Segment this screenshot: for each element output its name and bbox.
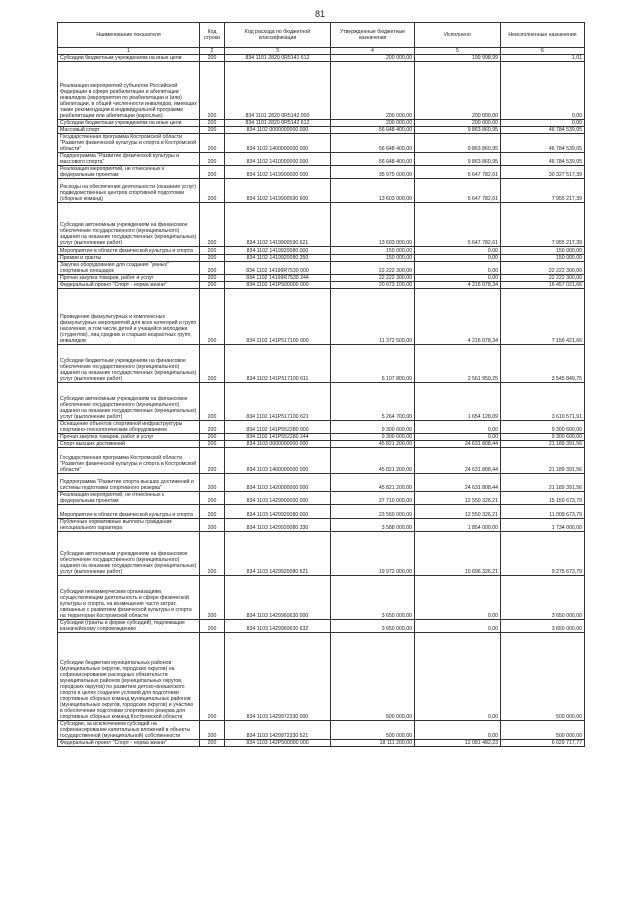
row-line-code: 200 xyxy=(200,255,225,262)
table-row xyxy=(58,179,585,203)
row-line-code: 200 xyxy=(200,203,225,247)
row-executed: 24 631 808,44 xyxy=(415,441,501,448)
row-name: Спорт высших достижений xyxy=(58,441,200,448)
table-row xyxy=(58,492,585,505)
row-budget-code: 834 1102 141P517100 621 xyxy=(225,383,331,421)
row-remaining: 22 222 300,00 xyxy=(501,275,585,282)
row-line-code: 200 xyxy=(200,721,225,740)
row-approved: 45 821 200,00 xyxy=(331,441,415,448)
row-budget-code: 834 1103 0000000000 000 xyxy=(225,441,331,448)
table-row xyxy=(58,421,585,434)
table-row xyxy=(58,519,585,532)
row-name: Проведение физкультурных и комплексных физкультурных мероприятий для всех категорий и групп населения, в том числе детей и учащейся молодежи (студентов), лиц средних и старших возрастных групп, инвалидов xyxy=(58,289,200,345)
table-row xyxy=(58,247,585,255)
row-approved: 5 264 700,00 xyxy=(331,383,415,421)
row-remaining: 46 784 539,05 xyxy=(501,153,585,166)
row-approved: 22 222 300,00 xyxy=(331,275,415,282)
row-name: Федеральный проект "Спорт - норма жизни" xyxy=(58,282,200,289)
row-executed: 12 081 482,23 xyxy=(415,740,501,747)
table-row xyxy=(58,721,585,740)
row-remaining: 150 000,00 xyxy=(501,255,585,262)
row-approved: 27 710 000,00 xyxy=(331,492,415,505)
row-executed: 9 863 860,95 xyxy=(415,127,501,134)
table-row xyxy=(58,620,585,633)
row-approved: 3 588 000,00 xyxy=(331,519,415,532)
row-line-code: 200 xyxy=(200,576,225,620)
row-budget-code: 834 1103 1429960630 632 xyxy=(225,620,331,633)
row-approved: 56 648 400,00 xyxy=(331,134,415,153)
table-row xyxy=(58,127,585,134)
table-row xyxy=(58,532,585,576)
row-executed: 24 631 808,44 xyxy=(415,474,501,492)
row-budget-code: 834 1103 1420000000 000 xyxy=(225,474,331,492)
row-budget-code: 834 1103 1429900000 000 xyxy=(225,492,331,505)
row-executed: 1 854 000,00 xyxy=(415,519,501,532)
row-line-code: 200 xyxy=(200,262,225,275)
column-number: 4 xyxy=(331,48,415,55)
row-line-code: 200 xyxy=(200,55,225,62)
row-line-code: 200 xyxy=(200,505,225,519)
table-row xyxy=(58,255,585,262)
row-line-code: 200 xyxy=(200,492,225,505)
row-approved: 500 000,00 xyxy=(331,633,415,721)
row-name: Субсидии бюджетным учреждениям на иные цели xyxy=(58,120,200,127)
row-name: Субсидии некоммерческим организациям, осуществляющим деятельность в сфере физической культуры и спорта, на возмещение части затрат, связанных с развитием физической культуры и спорта на территории Костромской области xyxy=(58,576,200,620)
row-name: Субсидии, за исключением субсидий на софинансирование капитальных вложений в объекты государственной (муниципальной) собственности xyxy=(58,721,200,740)
row-name: Субсидии бюджетным учреждениям на иные цели xyxy=(58,55,200,62)
row-budget-code: 834 1103 1429920080 000 xyxy=(225,505,331,519)
row-executed: 4 216 078,34 xyxy=(415,289,501,345)
table-row xyxy=(58,166,585,179)
table-row xyxy=(58,441,585,448)
row-budget-code: 834 1102 141P500000 000 xyxy=(225,282,331,289)
row-name: Государственная программа Костромской области "Развитие физической культуры и спорта в Костромской области" xyxy=(58,134,200,153)
row-executed: 0,00 xyxy=(415,434,501,441)
row-budget-code: 834 1102 1410000000 000 xyxy=(225,153,331,166)
row-remaining: 1 734 000,00 xyxy=(501,519,585,532)
row-executed: 1 654 128,09 xyxy=(415,383,501,421)
row-remaining: 21 189 391,56 xyxy=(501,474,585,492)
row-line-code: 200 xyxy=(200,448,225,474)
row-approved: 200 000,00 xyxy=(331,55,415,62)
table-row xyxy=(58,474,585,492)
row-approved: 200 000,00 xyxy=(331,62,415,120)
row-budget-code: 834 1103 1429960630 000 xyxy=(225,576,331,620)
row-line-code: 200 xyxy=(200,421,225,434)
row-executed: 12 550 326,21 xyxy=(415,505,501,519)
row-remaining: 500 000,00 xyxy=(501,721,585,740)
row-line-code: 200 xyxy=(200,166,225,179)
table-row xyxy=(58,434,585,441)
row-approved: 20 673 100,00 xyxy=(331,282,415,289)
row-remaining: 30 327 517,39 xyxy=(501,166,585,179)
table-row xyxy=(58,275,585,282)
table-row xyxy=(58,740,585,747)
row-approved: 13 603 000,00 xyxy=(331,203,415,247)
row-executed: 4 216 078,34 xyxy=(415,282,501,289)
row-line-code: 200 xyxy=(200,532,225,576)
row-approved: 35 975 000,00 xyxy=(331,166,415,179)
row-budget-code: 834 1102 1400000000 000 xyxy=(225,134,331,153)
row-budget-code: 834 1103 1429920080 621 xyxy=(225,532,331,576)
row-name: Закупка оборудования для создания "умных" спортивных площадок xyxy=(58,262,200,275)
row-budget-code: 834 1101 2820 0R5142 612 xyxy=(225,120,331,127)
column-number: 1 xyxy=(58,48,200,55)
row-name: Субсидии (гранты в форме субсидий), подлежащие казначейскому сопровождению xyxy=(58,620,200,633)
row-name: Субсидии бюджетам муниципальных районов (муниципальных округов, городских округов) на софинансирование расходных обязательств муниципальных районов (муниципальных округов, городских округов) по развитию детско-юношеского спорта в целях создания условий для подготовки спортивных сборных команд муниципальных районов (муниципальных округов, городских округов) и участию в обеспечении подготовки спортивного резерва для спортивных сборных команд Костромской области xyxy=(58,633,200,721)
row-name: Субсидии автономным учреждениям на финансовое обеспечение государственного (муниципального) задания на оказание государственных (муниципальных) услуг (выполнение работ) xyxy=(58,383,200,421)
row-remaining: 22 222 300,00 xyxy=(501,262,585,275)
row-remaining: 500 000,00 xyxy=(501,633,585,721)
row-approved: 45 821 200,00 xyxy=(331,474,415,492)
row-approved: 45 821 200,00 xyxy=(331,448,415,474)
row-approved: 13 603 000,00 xyxy=(331,179,415,203)
row-approved: 3 650 000,00 xyxy=(331,576,415,620)
row-approved: 9 300 600,00 xyxy=(331,421,415,434)
row-executed: 5 647 782,61 xyxy=(415,179,501,203)
row-remaining: 21 189 391,56 xyxy=(501,441,585,448)
row-name: Реализация мероприятий, не отнесенных к федеральным проектам xyxy=(58,492,200,505)
table-row xyxy=(58,55,585,62)
row-executed: 200 000,00 xyxy=(415,62,501,120)
row-budget-code: 834 1103 1429972330 521 xyxy=(225,721,331,740)
row-name: Прочая закупка товаров, работ и услуг xyxy=(58,434,200,441)
table-row xyxy=(58,262,585,275)
column-number-row xyxy=(58,48,585,55)
row-budget-code: 834 1102 141P517100 000 xyxy=(225,289,331,345)
column-number: 5 xyxy=(415,48,501,55)
row-remaining: 3 650 000,00 xyxy=(501,620,585,633)
row-remaining: 46 784 539,05 xyxy=(501,127,585,134)
row-remaining: 1,01 xyxy=(501,55,585,62)
row-line-code: 200 xyxy=(200,633,225,721)
row-budget-code: 834 1102 1419900000 000 xyxy=(225,166,331,179)
row-name: Субсидии бюджетным учреждениям на финансовое обеспечение государственного (муниципального) задания на оказание государственных (муниципальных) услуг (выполнение работ) xyxy=(58,345,200,383)
table-row xyxy=(58,345,585,383)
row-name: Расходы на обеспечение деятельности (оказание услуг) подведомственных центров спортивной подготовки (сборных команд) xyxy=(58,179,200,203)
page-number: 81 xyxy=(314,9,325,19)
row-budget-code: 834 1102 141P552280 000 xyxy=(225,421,331,434)
row-remaining: 46 784 539,05 xyxy=(501,134,585,153)
row-executed: 0,00 xyxy=(415,576,501,620)
table-row xyxy=(58,633,585,721)
row-budget-code: 834 1102 141P552280 244 xyxy=(225,434,331,441)
row-remaining: 150 000,00 xyxy=(501,247,585,255)
row-approved: 11 372 500,00 xyxy=(331,289,415,345)
column-number: 6 xyxy=(501,48,585,55)
row-approved: 56 648 400,00 xyxy=(331,127,415,134)
row-line-code: 200 xyxy=(200,441,225,448)
row-approved: 150 000,00 xyxy=(331,247,415,255)
row-line-code: 200 xyxy=(200,282,225,289)
row-executed: 0,00 xyxy=(415,620,501,633)
row-executed: 12 550 326,21 xyxy=(415,492,501,505)
row-budget-code: 834 1103 1429920080 330 xyxy=(225,519,331,532)
row-line-code: 200 xyxy=(200,434,225,441)
row-approved: 19 972 000,00 xyxy=(331,532,415,576)
row-budget-code: 834 1102 1419920080 000 xyxy=(225,247,331,255)
row-budget-code: 834 1103 1429972330 000 xyxy=(225,633,331,721)
row-name: Государственная программа Костромской области "Развитие физической культуры и спорта в Костромской области" xyxy=(58,448,200,474)
row-budget-code: 834 1103 1400000000 000 xyxy=(225,448,331,474)
row-name: Мероприятия в области физической культуры и спорта xyxy=(58,505,200,519)
row-line-code: 200 xyxy=(200,289,225,345)
row-remaining: 9 300 600,00 xyxy=(501,421,585,434)
row-budget-code: 834 1102 0000000000 000 xyxy=(225,127,331,134)
row-executed: 9 863 860,95 xyxy=(415,134,501,153)
row-executed: 0,00 xyxy=(415,421,501,434)
row-executed: 5 647 782,61 xyxy=(415,166,501,179)
row-remaining: 9 275 673,79 xyxy=(501,532,585,576)
row-budget-code: 834 1102 1419920080 350 xyxy=(225,255,331,262)
row-name: Подпрограмма "Развитие спорта высших достижений и системы подготовки спортивного резерва" xyxy=(58,474,200,492)
row-approved: 3 650 000,00 xyxy=(331,620,415,633)
row-name: Публичные нормативные выплаты гражданам несоциального характера xyxy=(58,519,200,532)
row-remaining: 3 650 000,00 xyxy=(501,576,585,620)
row-executed: 2 561 950,25 xyxy=(415,345,501,383)
column-number: 2 xyxy=(200,48,225,55)
row-budget-code: 834 1102 14199R7530 000 xyxy=(225,262,331,275)
row-executed: 200 000,00 xyxy=(415,120,501,127)
row-name: Подпрограмма "Развитие физической культуры и массового спорта" xyxy=(58,153,200,166)
column-number: 3 xyxy=(225,48,331,55)
header-row xyxy=(58,23,585,48)
table-row xyxy=(58,153,585,166)
row-executed: 24 631 808,44 xyxy=(415,448,501,474)
row-line-code: 200 xyxy=(200,247,225,255)
row-name: Реализация мероприятий субъектов Российской Федерации в сфере реабилитации и абилитации инвалидов (мероприятия по реабилитации и (или) абилитации, в общей численности инвалидов, имеющих такие рекомендации в индивидуальной программе реабилитации или абилитации (взрослые) xyxy=(58,62,200,120)
row-line-code: 200 xyxy=(200,179,225,203)
row-line-code: 200 xyxy=(200,127,225,134)
row-name: Премии и гранты xyxy=(58,255,200,262)
row-executed: 0,00 xyxy=(415,255,501,262)
row-approved: 56 648 400,00 xyxy=(331,153,415,166)
row-remaining: 7 955 217,39 xyxy=(501,179,585,203)
row-approved: 6 107 800,00 xyxy=(331,345,415,383)
row-executed: 0,00 xyxy=(415,247,501,255)
row-remaining: 0,00 xyxy=(501,62,585,120)
row-budget-code: 834 1102 1419900590 600 xyxy=(225,179,331,203)
row-name: Мероприятия в области физической культуры и спорта xyxy=(58,247,200,255)
table-row xyxy=(58,120,585,127)
row-approved: 500 000,00 xyxy=(331,721,415,740)
row-line-code: 200 xyxy=(200,474,225,492)
row-approved: 18 111 200,00 xyxy=(331,740,415,747)
row-remaining: 21 189 391,56 xyxy=(501,448,585,474)
row-name: Федеральный проект "Спорт - норма жизни" xyxy=(58,740,200,747)
header-approved: Утвержденные бюджетные назначения xyxy=(331,23,415,48)
row-approved: 200 000,00 xyxy=(331,120,415,127)
table-row xyxy=(58,62,585,120)
table-row xyxy=(58,576,585,620)
row-line-code: 200 xyxy=(200,519,225,532)
table-row xyxy=(58,448,585,474)
row-approved: 150 000,00 xyxy=(331,255,415,262)
header-indicator-name: Наименование показателя xyxy=(58,23,200,48)
row-remaining: 15 159 673,79 xyxy=(501,492,585,505)
row-executed: 9 863 860,95 xyxy=(415,153,501,166)
table-row xyxy=(58,289,585,345)
row-remaining: 7 955 217,39 xyxy=(501,203,585,247)
row-approved: 9 300 600,00 xyxy=(331,434,415,441)
row-remaining: 6 029 717,77 xyxy=(501,740,585,747)
header-budget-code: Код расхода по бюджетной классификации xyxy=(225,23,331,48)
row-line-code: 200 xyxy=(200,153,225,166)
row-line-code: 200 xyxy=(200,620,225,633)
row-name: Массовый спорт xyxy=(58,127,200,134)
row-line-code: 200 xyxy=(200,345,225,383)
row-line-code: 200 xyxy=(200,120,225,127)
row-line-code: 200 xyxy=(200,134,225,153)
header-executed: Исполнено xyxy=(415,23,501,48)
row-budget-code: 834 1101 2820 0R5141 612 xyxy=(225,55,331,62)
row-budget-code: 834 1102 141P517100 611 xyxy=(225,345,331,383)
row-name: Реализация мероприятий, не отнесенных к федеральным проектам xyxy=(58,166,200,179)
row-name: Прочая закупка товаров, работ и услуг xyxy=(58,275,200,282)
row-executed: 0,00 xyxy=(415,275,501,282)
row-budget-code: 834 1101 2820 0R5142 000 xyxy=(225,62,331,120)
header-line-code: Код строки xyxy=(200,23,225,48)
row-budget-code: 834 1103 142P500000 000 xyxy=(225,740,331,747)
row-remaining: 9 300 600,00 xyxy=(501,434,585,441)
row-executed: 0,00 xyxy=(415,721,501,740)
row-executed: 0,00 xyxy=(415,262,501,275)
row-line-code: 200 xyxy=(200,383,225,421)
table-row xyxy=(58,383,585,421)
row-executed: 10 696 326,21 xyxy=(415,532,501,576)
row-remaining: 3 545 849,75 xyxy=(501,345,585,383)
row-remaining: 3 610 571,91 xyxy=(501,383,585,421)
row-remaining: 7 156 421,66 xyxy=(501,289,585,345)
row-executed: 199 998,99 xyxy=(415,55,501,62)
row-name: Субсидии автономным учреждениям на финансовое обеспечение государственного (муниципального) задания на оказание государственных (муниципальных) услуг (выполнение работ) xyxy=(58,203,200,247)
row-executed: 0,00 xyxy=(415,633,501,721)
row-remaining: 16 457 021,66 xyxy=(501,282,585,289)
row-budget-code: 834 1102 14199R7530 244 xyxy=(225,275,331,282)
row-line-code: 200 xyxy=(200,740,225,747)
row-budget-code: 834 1102 1419900590 621 xyxy=(225,203,331,247)
row-name: Субсидии автономным учреждениям на финансовое обеспечение государственного (муниципального) задания на оказание государственных (муниципальных) услуг (выполнение работ) xyxy=(58,532,200,576)
row-name: Оснащение объектов спортивной инфраструктуры спортивно-технологическим оборудованием xyxy=(58,421,200,434)
row-approved: 22 222 300,00 xyxy=(331,262,415,275)
row-line-code: 200 xyxy=(200,275,225,282)
row-approved: 23 560 000,00 xyxy=(331,505,415,519)
table-row xyxy=(58,505,585,519)
row-executed: 5 647 782,61 xyxy=(415,203,501,247)
table-row xyxy=(58,282,585,289)
header-remaining: Неисполненные назначения xyxy=(501,23,585,48)
row-remaining: 11 009 673,79 xyxy=(501,505,585,519)
table-row xyxy=(58,203,585,247)
row-remaining: 0,00 xyxy=(501,120,585,127)
row-line-code: 200 xyxy=(200,62,225,120)
budget-execution-table xyxy=(57,22,585,747)
table-row xyxy=(58,134,585,153)
